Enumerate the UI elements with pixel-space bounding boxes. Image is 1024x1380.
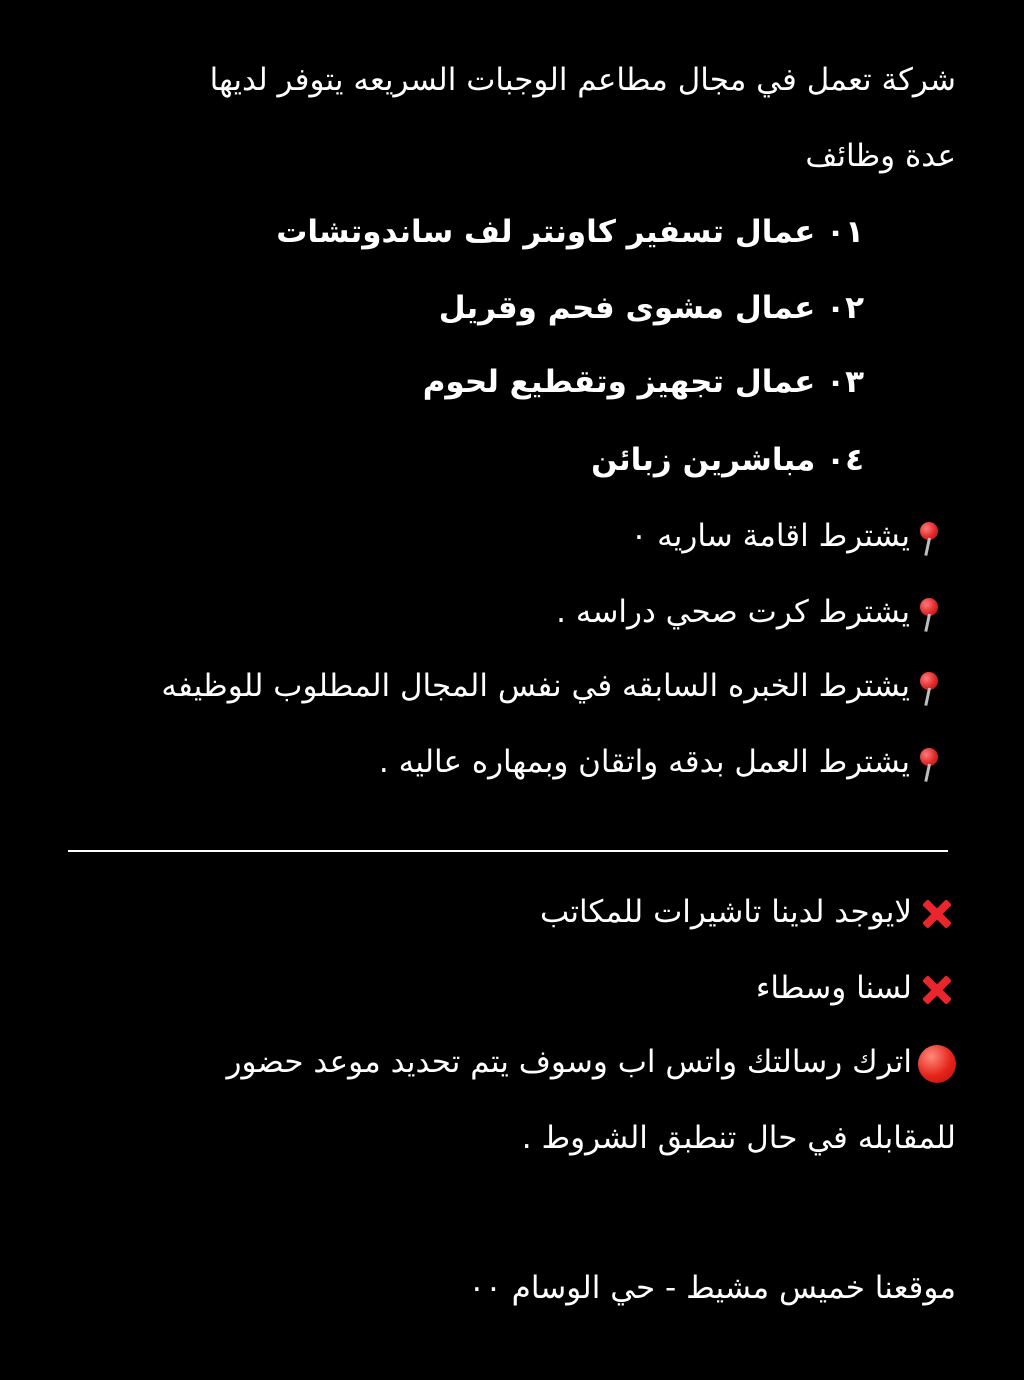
job-item-2: ٠٢ عمال مشوى فحم وقريل [438, 290, 864, 326]
notice-no-visas-text: لايوجد لدينا تاشيرات للمكاتب [539, 894, 912, 930]
notice-not-brokers-text: لسنا وسطاء [755, 970, 912, 1006]
cross-mark-icon [916, 968, 956, 1012]
notice-no-visas [540, 890, 956, 936]
notice-contact-line-2: للمقابله في حال تنطبق الشروط . [521, 1120, 956, 1156]
pushpin-icon [914, 666, 944, 710]
job-item-3: ٠٣ عمال تجهيز وتقطيع لحوم [422, 364, 864, 400]
job-item-4: ٠٤ مباشرين زبائن [591, 442, 864, 478]
requirement-text-1: يشترط اقامة ساريه ٠ [630, 518, 910, 554]
cross-mark-icon [916, 892, 956, 936]
red-circle-icon [918, 1045, 956, 1083]
requirement-item-1 [631, 514, 944, 560]
location-line: موقعنا خميس مشيط - حي الوسام ٠٠ [468, 1270, 956, 1306]
pushpin-icon [914, 592, 944, 636]
requirement-item-3 [161, 664, 944, 710]
job-item-1: ٠١ عمال تسفير كاونتر لف ساندوتشات [276, 214, 864, 250]
pushpin-icon [914, 516, 944, 560]
requirement-text-2: يشترط كرت صحي دراسه . [556, 594, 910, 630]
pushpin-icon [914, 742, 944, 786]
intro-line-2: عدة وظائف [805, 138, 956, 174]
notice-contact-text-1: اترك رسالتك واتس اب وسوف يتم تحديد موعد حضور [226, 1044, 912, 1080]
section-divider [68, 850, 948, 852]
notice-not-brokers [756, 966, 956, 1012]
intro-line-1: شركة تعمل في مجال مطاعم الوجبات السريعه يتوفر لديها [209, 62, 956, 98]
requirement-text-3: يشترط الخبره السابقه في نفس المجال المطلوب للوظيفه [161, 668, 910, 704]
requirement-item-2 [556, 590, 944, 636]
requirement-text-4: يشترط العمل بدقه واتقان وبمهاره عاليه . [378, 744, 910, 780]
notice-contact-line-1 [226, 1040, 956, 1084]
requirement-item-4 [379, 740, 944, 786]
